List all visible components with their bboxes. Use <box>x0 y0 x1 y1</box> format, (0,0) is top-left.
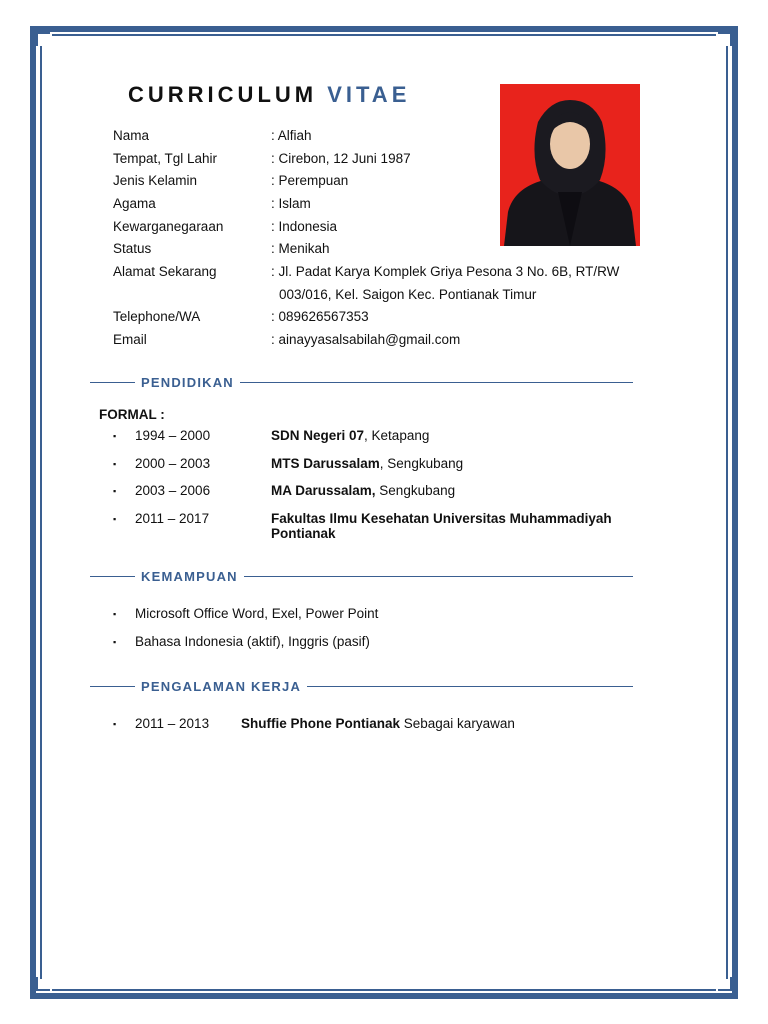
education-school: MA Darussalam, <box>271 483 376 498</box>
info-label: Jenis Kelamin <box>113 173 198 189</box>
page-border-left <box>30 26 36 999</box>
border-corner-top-left <box>36 32 50 46</box>
education-desc <box>271 483 661 499</box>
info-row-agama <box>113 192 619 215</box>
education-desc <box>271 511 661 541</box>
education-school: Fakultas Ilmu Kesehatan Universitas Muhammadiyah Pontianak <box>271 511 612 541</box>
skill-item <box>113 634 370 650</box>
info-row-status <box>113 237 619 260</box>
info-row-alamat-continued <box>113 283 619 306</box>
info-label: Nama <box>113 127 150 143</box>
section-heading-kemampuan <box>90 568 633 584</box>
section-heading-pendidikan <box>90 374 633 390</box>
section-rule-right <box>244 576 633 577</box>
info-label: Status <box>113 241 152 257</box>
title-part-vitae: VITAE <box>327 82 411 107</box>
page-border-right <box>732 26 738 999</box>
education-years: 1994 – 2000 <box>135 428 211 443</box>
education-item <box>113 456 661 472</box>
skill-text: Microsoft Office Word, Exel, Power Point <box>135 606 379 621</box>
section-title: KEMAMPUAN <box>141 568 238 584</box>
info-value: : Jl. Padat Karya Komplek Griya Pesona 3 No. 6B, RT/RW <box>271 263 620 279</box>
education-desc <box>271 456 661 472</box>
info-row-tempat-tgl-lahir <box>113 147 619 170</box>
bullet-icon: ▪ <box>113 459 117 469</box>
info-value: : Perempuan <box>271 173 349 189</box>
education-item <box>113 483 661 499</box>
work-desc <box>241 716 515 732</box>
bullet-icon: ▪ <box>113 514 117 524</box>
work-years: 2011 – 2013 <box>135 716 210 731</box>
formal-label: FORMAL : <box>99 407 165 422</box>
info-row-jenis-kelamin <box>113 169 619 192</box>
section-rule-left <box>90 686 135 687</box>
info-label: Tempat, Tgl Lahir <box>113 150 218 166</box>
info-row-nama <box>113 124 619 147</box>
personal-info <box>113 124 619 351</box>
info-value: : 089626567353 <box>271 309 369 325</box>
work-company: Shuffie Phone Pontianak <box>241 716 401 731</box>
page-border-top-inner <box>52 34 716 36</box>
work-item <box>113 716 515 732</box>
education-years: 2003 – 2006 <box>135 483 211 498</box>
section-rule-right <box>307 686 633 687</box>
section-rule-left <box>90 576 135 577</box>
info-value-continued: 003/016, Kel. Saigon Kec. Pontianak Timur <box>279 286 537 302</box>
page-border-bottom <box>30 993 738 999</box>
info-label: Telephone/WA <box>113 309 201 325</box>
page-border-bottom-inner <box>52 989 716 991</box>
info-row-kewarganegaraan <box>113 215 619 238</box>
info-value: : Cirebon, 12 Juni 1987 <box>271 150 411 166</box>
page-border-top <box>30 26 738 32</box>
bullet-icon: ▪ <box>113 609 117 619</box>
skill-text: Bahasa Indonesia (aktif), Inggris (pasif) <box>135 634 370 649</box>
section-heading-pengalaman-kerja <box>90 678 633 694</box>
info-value: : Indonesia <box>271 218 338 234</box>
info-label: Alamat Sekarang <box>113 263 217 279</box>
section-rule-right <box>240 382 633 383</box>
page-title <box>128 82 410 108</box>
info-label: Email <box>113 332 147 348</box>
border-corner-top-right <box>718 32 732 46</box>
bullet-icon: ▪ <box>113 431 117 441</box>
border-corner-bottom-right <box>718 977 732 991</box>
section-title: PENGALAMAN KERJA <box>141 678 302 694</box>
bullet-icon: ▪ <box>113 486 117 496</box>
page-border-right-inner <box>726 46 728 979</box>
info-value: : Menikah <box>271 241 330 257</box>
education-item <box>113 428 661 444</box>
work-role: Sebagai karyawan <box>400 716 515 731</box>
info-value: : Alfiah <box>271 127 312 143</box>
skill-item <box>113 606 378 622</box>
title-part-curriculum: CURRICULUM <box>128 82 318 107</box>
info-label: Agama <box>113 195 156 211</box>
info-row-email <box>113 328 619 351</box>
education-school: MTS Darussalam <box>271 456 380 471</box>
education-location: , Sengkubang <box>379 456 464 471</box>
bullet-icon: ▪ <box>113 719 117 729</box>
border-corner-bottom-left <box>36 977 50 991</box>
education-years: 2000 – 2003 <box>135 456 211 471</box>
education-location: , Ketapang <box>364 428 430 443</box>
bullet-icon: ▪ <box>113 637 117 647</box>
education-school: SDN Negeri 07 <box>271 428 365 443</box>
info-value: : ainayyasalsabilah@gmail.com <box>271 332 461 348</box>
page-border-left-inner <box>40 46 42 979</box>
education-years: 2011 – 2017 <box>135 511 210 526</box>
info-row-telephone <box>113 306 619 329</box>
section-rule-left <box>90 382 135 383</box>
education-item <box>113 511 661 541</box>
section-title: PENDIDIKAN <box>141 374 234 390</box>
info-label: Kewarganegaraan <box>113 218 224 234</box>
info-row-alamat <box>113 260 619 283</box>
info-value: : Islam <box>271 195 311 211</box>
education-location: Sengkubang <box>375 483 456 498</box>
education-desc <box>271 428 661 444</box>
